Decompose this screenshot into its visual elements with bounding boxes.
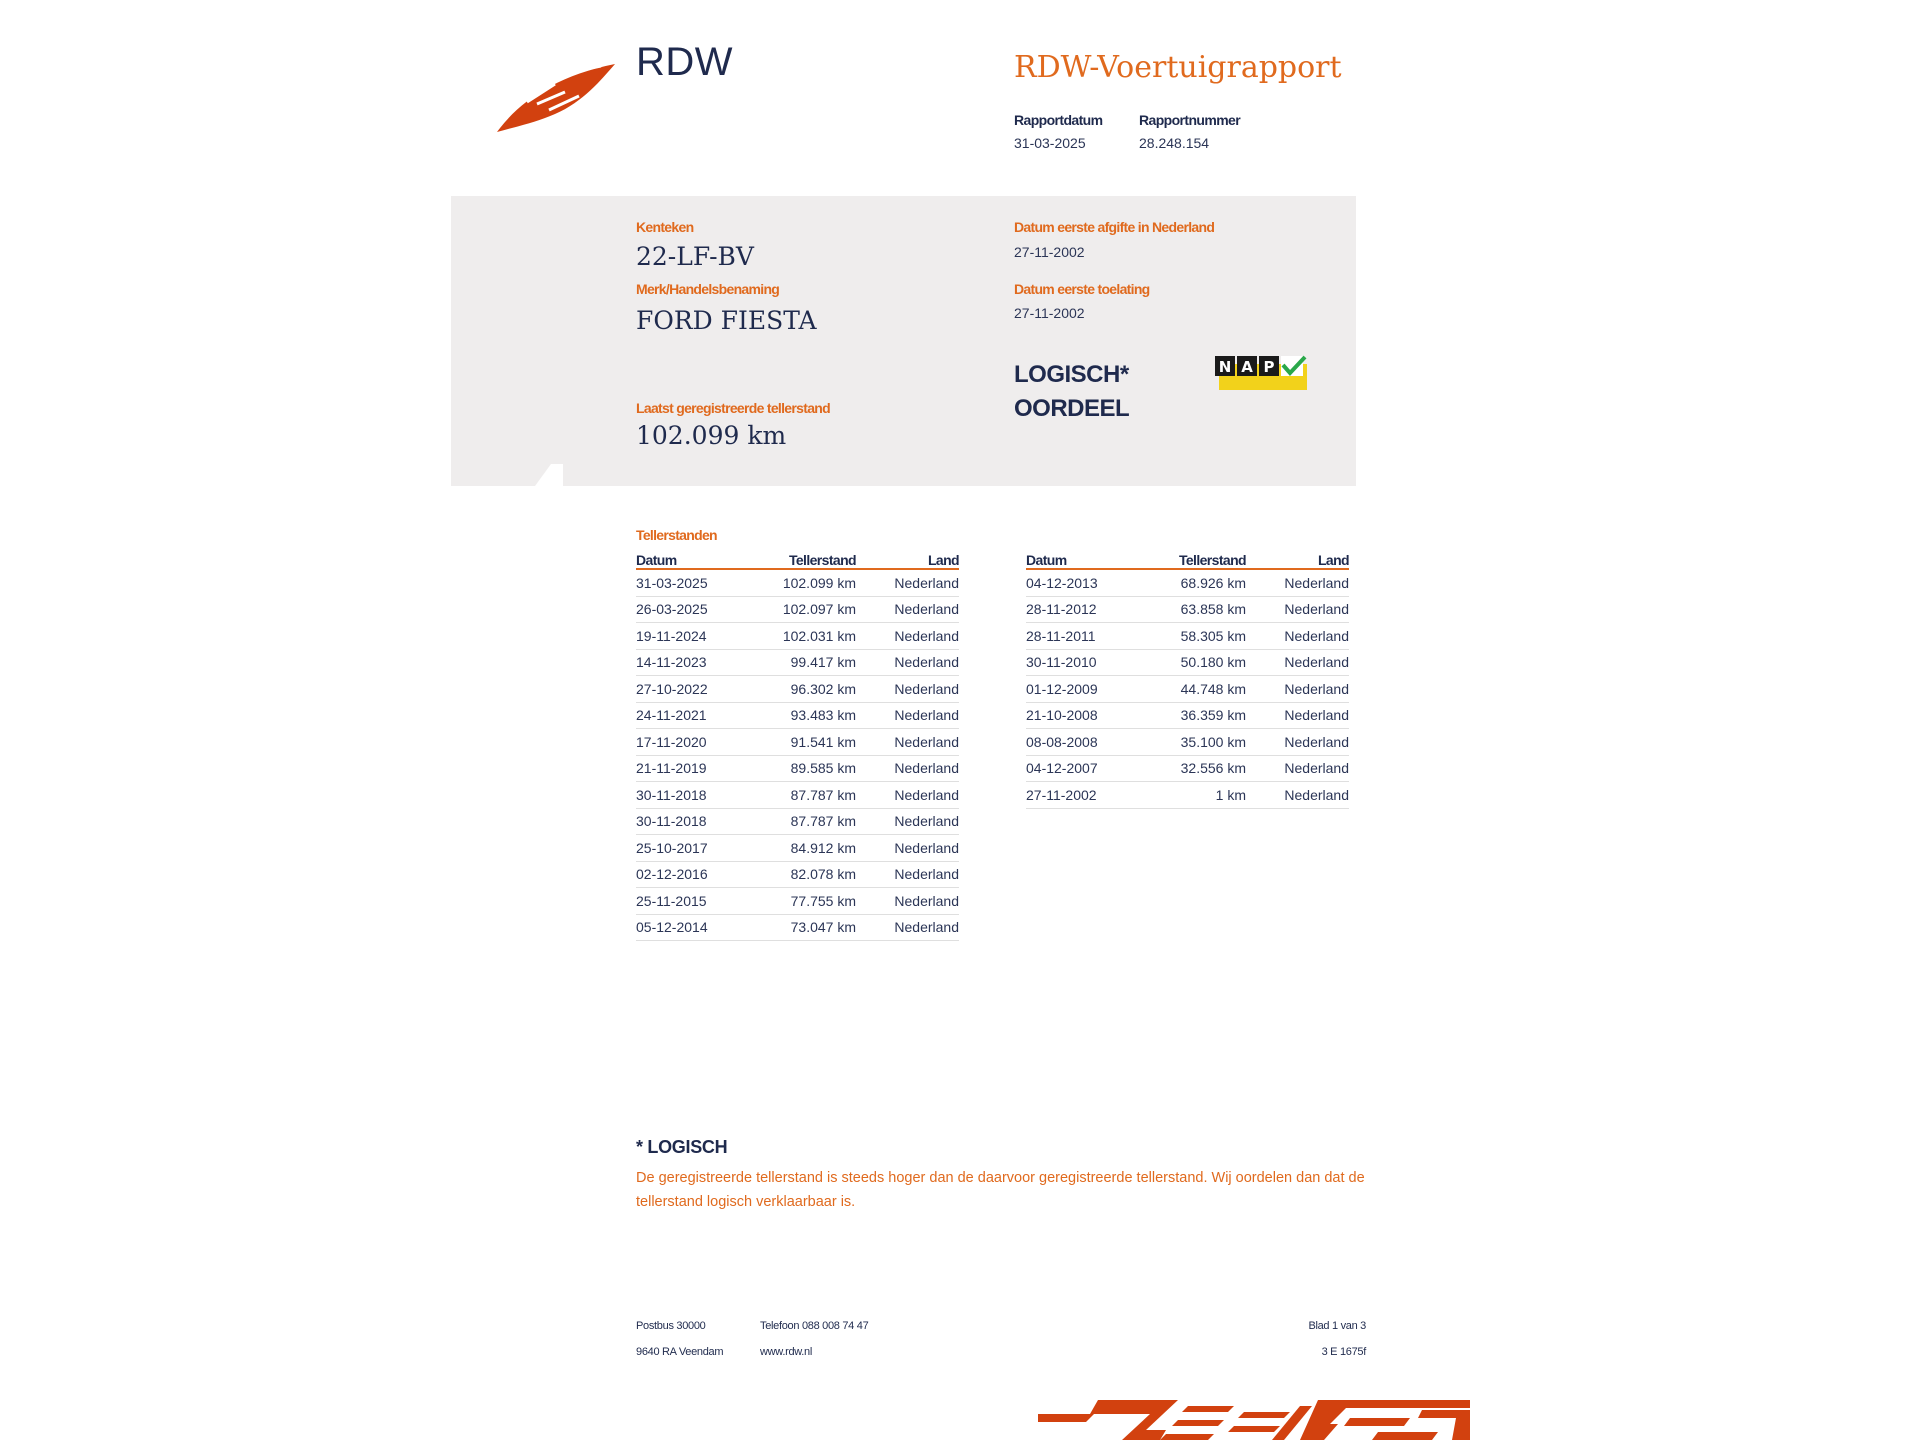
reading-row: [1026, 782, 1349, 809]
reading-odometer: 102.031 km: [746, 623, 856, 650]
reading-date: 08-08-2008: [1026, 729, 1136, 756]
reading-row: [1026, 729, 1349, 756]
nap-check-logo: [1215, 354, 1307, 390]
footer-phone: Telefoon 088 008 74 47: [760, 1320, 869, 1332]
reading-date: 24-11-2021: [636, 702, 746, 729]
reading-date: 28-11-2011: [1026, 623, 1136, 650]
make-label: Merk/Handelsbenaming: [636, 281, 780, 297]
nap-letter: N: [1218, 358, 1232, 376]
vehicle-info-panel: [451, 196, 1356, 486]
reading-date: 21-10-2008: [1026, 702, 1136, 729]
reading-row: [1026, 755, 1349, 782]
verdict-line-2: OORDEEL: [1014, 395, 1130, 422]
odometer-label: Laatst geregistreerde tellerstand: [636, 400, 830, 416]
reading-row: [636, 623, 959, 650]
reading-odometer: 102.099 km: [746, 569, 856, 596]
footer-po-box: Postbus 30000: [636, 1320, 706, 1332]
col-header-country: Land: [856, 548, 959, 569]
reading-row: [1026, 702, 1349, 729]
first-issue-nl-value: 27-11-2002: [1014, 244, 1085, 260]
reading-country: Nederland: [856, 596, 959, 623]
reading-row: [636, 782, 959, 809]
brand-name: RDW: [636, 40, 734, 84]
reading-odometer: 84.912 km: [746, 835, 856, 862]
reading-odometer: 102.097 km: [746, 596, 856, 623]
report-number-label: Rapportnummer: [1139, 112, 1241, 128]
reading-row: [1026, 676, 1349, 703]
reading-odometer: 73.047 km: [746, 914, 856, 941]
odometer-value: 102.099 km: [636, 421, 787, 450]
reading-odometer: 82.078 km: [746, 861, 856, 888]
reading-row: [636, 861, 959, 888]
rdw-feather-logo: [497, 62, 621, 132]
first-admission-label: Datum eerste toelating: [1014, 281, 1150, 297]
footer-document-code: 3 E 1675f: [1321, 1346, 1366, 1358]
reading-odometer: 1 km: [1136, 782, 1246, 809]
reading-country: Nederland: [1246, 623, 1349, 650]
reading-country: Nederland: [856, 729, 959, 756]
reading-country: Nederland: [856, 835, 959, 862]
col-header-date: Datum: [636, 548, 746, 569]
col-header-odometer: Tellerstand: [746, 548, 856, 569]
footer-address: 9640 RA Veendam: [636, 1346, 724, 1358]
reading-country: Nederland: [856, 782, 959, 809]
readings-table-left: [636, 548, 959, 941]
reading-row: [1026, 649, 1349, 676]
reading-odometer: 77.755 km: [746, 888, 856, 915]
reading-date: 14-11-2023: [636, 649, 746, 676]
reading-odometer: 99.417 km: [746, 649, 856, 676]
reading-country: Nederland: [856, 702, 959, 729]
first-issue-nl-label: Datum eerste afgifte in Nederland: [1014, 219, 1215, 235]
reading-odometer: 96.302 km: [746, 676, 856, 703]
reading-country: Nederland: [856, 755, 959, 782]
reading-row: [636, 755, 959, 782]
footer-page-number: Blad 1 van 3: [1308, 1320, 1366, 1332]
reading-date: 19-11-2024: [636, 623, 746, 650]
make-value: FORD FIESTA: [636, 306, 817, 335]
readings-table-right: [1026, 548, 1349, 809]
reading-odometer: 36.359 km: [1136, 702, 1246, 729]
reading-date: 30-11-2018: [636, 782, 746, 809]
reading-country: Nederland: [1246, 729, 1349, 756]
reading-row: [636, 808, 959, 835]
reading-country: Nederland: [856, 914, 959, 941]
reading-date: 04-12-2007: [1026, 755, 1136, 782]
reading-odometer: 87.787 km: [746, 808, 856, 835]
readings-section-title: Tellerstanden: [636, 527, 717, 543]
reading-country: Nederland: [856, 888, 959, 915]
reading-odometer: 50.180 km: [1136, 649, 1246, 676]
reading-odometer: 68.926 km: [1136, 569, 1246, 596]
reading-row: [1026, 623, 1349, 650]
reading-date: 21-11-2019: [636, 755, 746, 782]
rdw-stripe-graphic: [1038, 1396, 1470, 1440]
reading-country: Nederland: [856, 649, 959, 676]
plate-value: 22-LF-BV: [636, 242, 754, 271]
reading-row: [636, 888, 959, 915]
reading-country: Nederland: [1246, 782, 1349, 809]
report-title: RDW-Voertuigrapport: [1014, 50, 1342, 85]
reading-date: 27-11-2002: [1026, 782, 1136, 809]
reading-odometer: 35.100 km: [1136, 729, 1246, 756]
plate-label: Kenteken: [636, 219, 694, 235]
verdict-line-1: LOGISCH*: [1014, 361, 1129, 388]
reading-date: 28-11-2012: [1026, 596, 1136, 623]
reading-country: Nederland: [856, 861, 959, 888]
reading-date: 30-11-2010: [1026, 649, 1136, 676]
reading-row: [636, 835, 959, 862]
reading-country: Nederland: [1246, 676, 1349, 703]
reading-odometer: 89.585 km: [746, 755, 856, 782]
report-date: 31-03-2025: [1014, 135, 1086, 151]
reading-odometer: 32.556 km: [1136, 755, 1246, 782]
reading-row: [636, 914, 959, 941]
reading-date: 02-12-2016: [636, 861, 746, 888]
reading-country: Nederland: [856, 808, 959, 835]
reading-odometer: 87.787 km: [746, 782, 856, 809]
reading-row: [636, 729, 959, 756]
col-header-date: Datum: [1026, 548, 1136, 569]
reading-date: 26-03-2025: [636, 596, 746, 623]
footer-website[interactable]: www.rdw.nl: [760, 1346, 813, 1358]
reading-country: Nederland: [1246, 569, 1349, 596]
reading-date: 17-11-2020: [636, 729, 746, 756]
reading-row: [636, 676, 959, 703]
reading-row: [1026, 569, 1349, 596]
reading-country: Nederland: [1246, 649, 1349, 676]
reading-date: 31-03-2025: [636, 569, 746, 596]
panel-corner-cutout: [451, 464, 563, 486]
reading-row: [636, 702, 959, 729]
reading-country: Nederland: [1246, 755, 1349, 782]
reading-date: 01-12-2009: [1026, 676, 1136, 703]
reading-odometer: 91.541 km: [746, 729, 856, 756]
reading-date: 30-11-2018: [636, 808, 746, 835]
footnote-title: * LOGISCH: [636, 1137, 728, 1157]
reading-row: [636, 596, 959, 623]
reading-country: Nederland: [1246, 702, 1349, 729]
reading-odometer: 44.748 km: [1136, 676, 1246, 703]
footnote-text: De geregistreerde tellerstand is steeds hoger dan de daarvoor geregistreerde tellerstand. Wij oordelen dan dat de tellerstand logisch verklaarbaar is.: [636, 1170, 1365, 1210]
reading-date: 04-12-2013: [1026, 569, 1136, 596]
reading-date: 25-10-2017: [636, 835, 746, 862]
col-header-country: Land: [1246, 548, 1349, 569]
reading-odometer: 58.305 km: [1136, 623, 1246, 650]
col-header-odometer: Tellerstand: [1136, 548, 1246, 569]
reading-row: [1026, 596, 1349, 623]
report-number: 28.248.154: [1139, 135, 1210, 151]
reading-date: 05-12-2014: [636, 914, 746, 941]
reading-date: 25-11-2015: [636, 888, 746, 915]
reading-country: Nederland: [856, 569, 959, 596]
reading-country: Nederland: [1246, 596, 1349, 623]
reading-odometer: 93.483 km: [746, 702, 856, 729]
first-admission-value: 27-11-2002: [1014, 305, 1085, 321]
nap-letter: A: [1241, 358, 1253, 376]
report-date-label: Rapportdatum: [1014, 112, 1103, 128]
reading-country: Nederland: [856, 676, 959, 703]
nap-letter: P: [1263, 358, 1275, 376]
reading-odometer: 63.858 km: [1136, 596, 1246, 623]
reading-row: [636, 649, 959, 676]
reading-row: [636, 569, 959, 596]
reading-country: Nederland: [856, 623, 959, 650]
reading-date: 27-10-2022: [636, 676, 746, 703]
